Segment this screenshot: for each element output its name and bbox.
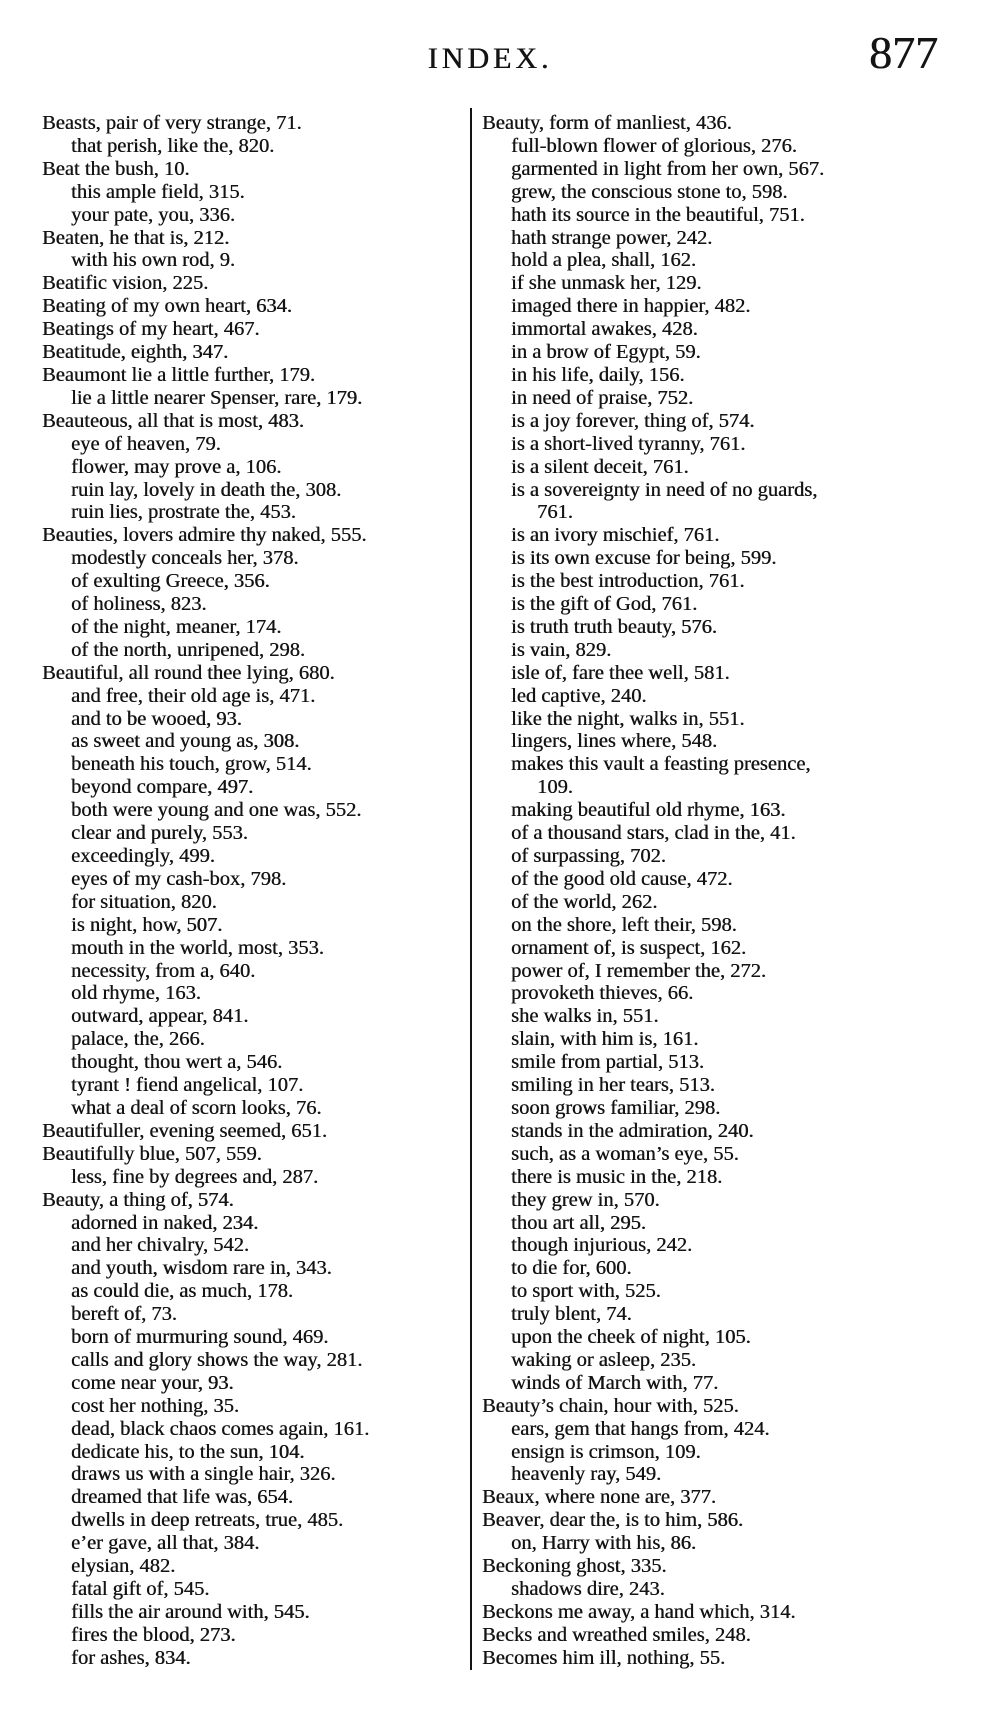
index-entry: Becks and wreathed smiles, 248. [482, 1623, 751, 1646]
index-entry: Beauty, form of manliest, 436. [482, 112, 732, 134]
index-entry: thou art all, 295. [511, 1211, 646, 1234]
index-entry: as could die, as much, 178. [71, 1280, 294, 1303]
index-entry: Beating of my own heart, 634. [42, 295, 292, 318]
index-entry: Beauty’s chain, hour with, 525. [482, 1394, 739, 1417]
index-entry: 109. [537, 776, 573, 799]
index-entry: garmented in light from her own, 567. [511, 157, 825, 180]
index-entry: what a deal of scorn looks, 76. [71, 1096, 322, 1119]
index-entry: on the shore, left their, 598. [511, 913, 737, 936]
index-entry: is the gift of God, 761. [511, 593, 698, 616]
index-entry: is truth truth beauty, 576. [511, 615, 717, 638]
index-entry: palace, the, 266. [71, 1028, 205, 1051]
index-entry: that perish, like the, 820. [71, 134, 275, 157]
page-title: INDEX. [427, 42, 553, 75]
index-entry: power of, I remember the, 272. [511, 959, 767, 982]
index-entry: ruin lies, prostrate the, 453. [71, 501, 296, 524]
index-entry: they grew in, 570. [511, 1188, 660, 1211]
index-entry: dedicate his, to the sun, 104. [71, 1440, 305, 1463]
index-entry: fills the air around with, 545. [71, 1600, 310, 1623]
index-entry: Beauteous, all that is most, 483. [42, 409, 304, 432]
index-entry: as sweet and young as, 308. [71, 730, 300, 753]
index-entry: there is music in the, 218. [511, 1165, 723, 1188]
index-entry: though injurious, 242. [511, 1234, 693, 1257]
index-entry: bereft of, 73. [71, 1303, 177, 1326]
index-entry: Beatitude, eighth, 347. [42, 341, 229, 364]
index-entry: Beauties, lovers admire thy naked, 555. [42, 524, 367, 547]
index-entry: provoketh thieves, 66. [511, 982, 694, 1005]
index-entry: heavenly ray, 549. [511, 1463, 662, 1486]
index-entry: slain, with him is, 161. [511, 1028, 699, 1051]
page-number: 877 [869, 27, 938, 78]
index-entry: ears, gem that hangs from, 424. [511, 1417, 770, 1440]
index-entry: and her chivalry, 542. [71, 1234, 249, 1257]
index-entry: is a short-lived tyranny, 761. [511, 432, 746, 455]
index-entry: less, fine by degrees and, 287. [71, 1165, 319, 1188]
index-entry: Beautifuller, evening seemed, 651. [42, 1119, 327, 1142]
index-entry: upon the cheek of night, 105. [511, 1326, 751, 1349]
index-entry: and free, their old age is, 471. [71, 684, 316, 707]
index-entry: ornament of, is suspect, 162. [511, 936, 747, 959]
index-entry: is a sovereignty in need of no guards, [511, 478, 818, 501]
index-entry: in a brow of Egypt, 59. [511, 341, 701, 364]
index-entry: to die for, 600. [511, 1257, 632, 1280]
index-entry: grew, the conscious stone to, 598. [511, 180, 788, 203]
index-entry: Beasts, pair of very strange, 71. [42, 112, 302, 134]
index-entry: lingers, lines where, 548. [511, 730, 718, 753]
index-entry: stands in the admiration, 240. [511, 1119, 754, 1142]
index-entry: if she unmask her, 129. [511, 272, 702, 295]
index-entry: Beautifully blue, 507, 559. [42, 1142, 262, 1165]
index-entry: Beaumont lie a little further, 179. [42, 363, 316, 386]
index-entry: dead, black chaos comes again, 161. [71, 1417, 370, 1440]
index-entry: necessity, from a, 640. [71, 959, 256, 982]
index-entry: for situation, 820. [71, 890, 217, 913]
index-entry: Beatific vision, 225. [42, 272, 209, 295]
index-entry: exceedingly, 499. [71, 845, 215, 867]
index-entry: like the night, walks in, 551. [511, 707, 745, 730]
index-entry: clear and purely, 553. [71, 822, 248, 845]
index-entry: elysian, 482. [71, 1555, 176, 1578]
index-entry: flower, may prove a, 106. [71, 455, 282, 478]
index-entry: beneath his touch, grow, 514. [71, 753, 312, 776]
index-entry: Beaver, dear the, is to him, 586. [482, 1509, 744, 1532]
index-entry: truly blent, 74. [511, 1303, 632, 1326]
index-entry: she walks in, 551. [511, 1005, 659, 1028]
index-entry: Beatings of my heart, 467. [42, 318, 260, 341]
index-entry: is night, how, 507. [71, 913, 223, 936]
index-entry: of a thousand stars, clad in the, 41. [511, 822, 796, 845]
index-entry: beyond compare, 497. [71, 776, 254, 799]
index-entry: tyrant ! fiend angelical, 107. [71, 1074, 304, 1097]
index-entry: full-blown flower of glorious, 276. [511, 134, 797, 157]
index-entry: Beaux, where none are, 377. [482, 1486, 716, 1509]
index-entry: and to be wooed, 93. [71, 707, 242, 730]
index-entry: smile from partial, 513. [511, 1051, 704, 1074]
index-entry: of the north, unripened, 298. [71, 638, 305, 661]
index-entry: fires the blood, 273. [71, 1623, 236, 1646]
index-entry: Becomes him ill, nothing, 55. [482, 1646, 726, 1669]
index-entry: waking or asleep, 235. [511, 1348, 697, 1371]
index-entry: outward, appear, 841. [71, 1005, 249, 1028]
index-body [0, 112, 1000, 1670]
index-entry: of exulting Greece, 356. [71, 570, 270, 593]
index-entry: immortal awakes, 428. [511, 318, 698, 341]
index-entry: on, Harry with his, 86. [511, 1532, 697, 1555]
index-entry: is vain, 829. [511, 638, 612, 661]
index-entry: hath its source in the beautiful, 751. [511, 203, 805, 226]
index-entry: in his life, daily, 156. [511, 363, 685, 386]
index-entry: born of murmuring sound, 469. [71, 1326, 329, 1349]
index-entry: old rhyme, 163. [71, 982, 201, 1005]
index-entry: is an ivory mischief, 761. [511, 524, 720, 547]
index-entry: ruin lay, lovely in death the, 308. [71, 478, 342, 501]
index-entry: hath strange power, 242. [511, 226, 713, 249]
index-entry: is a silent deceit, 761. [511, 455, 689, 478]
index-entry: e’er gave, all that, 384. [71, 1532, 260, 1555]
index-entry: of holiness, 823. [71, 593, 207, 616]
page-header [0, 0, 1000, 79]
index-entry: Beaten, he that is, 212. [42, 226, 230, 249]
index-entry: mouth in the world, most, 353. [71, 936, 324, 959]
index-entry: isle of, fare thee well, 581. [511, 661, 730, 684]
index-entry: and youth, wisdom rare in, 343. [71, 1257, 332, 1280]
index-entry: eye of heaven, 79. [71, 432, 221, 455]
index-entry: 761. [537, 501, 573, 524]
index-entry: makes this vault a feasting presence, [511, 753, 811, 776]
index-entry: modestly conceals her, 378. [71, 547, 299, 570]
index-column-left [42, 112, 470, 1670]
index-entry: dreamed that life was, 654. [71, 1486, 294, 1509]
index-entry: adorned in naked, 234. [71, 1211, 259, 1234]
index-entry: led captive, 240. [511, 684, 647, 707]
index-entry: dwells in deep retreats, true, 485. [71, 1509, 344, 1532]
index-entry: this ample field, 315. [71, 180, 245, 203]
index-entry: hold a plea, shall, 162. [511, 249, 697, 272]
index-entry: your pate, you, 336. [71, 203, 235, 226]
index-entry: Beckons me away, a hand which, 314. [482, 1600, 796, 1623]
index-entry: of surpassing, 702. [511, 845, 666, 867]
index-entry: is a joy forever, thing of, 574. [511, 409, 755, 432]
index-entry: of the night, meaner, 174. [71, 615, 282, 638]
index-entry: eyes of my cash-box, 798. [71, 867, 287, 890]
index-entry: Beauty, a thing of, 574. [42, 1188, 234, 1211]
index-entry: of the good old cause, 472. [511, 867, 733, 890]
index-entry: Beat the bush, 10. [42, 157, 190, 180]
index-entry: to sport with, 525. [511, 1280, 661, 1303]
index-entry: making beautiful old rhyme, 163. [511, 799, 786, 822]
index-entry: shadows dire, 243. [511, 1578, 665, 1600]
index-entry: ensign is crimson, 109. [511, 1440, 701, 1463]
index-entry: fatal gift of, 545. [71, 1578, 210, 1600]
index-entry: Beautiful, all round thee lying, 680. [42, 661, 335, 684]
index-entry: winds of March with, 77. [511, 1371, 719, 1394]
index-entry: Beckoning ghost, 335. [482, 1555, 667, 1578]
index-entry: lie a little nearer Spenser, rare, 179. [71, 386, 363, 409]
index-entry: imaged there in happier, 482. [511, 295, 751, 318]
index-entry: is the best introduction, 761. [511, 570, 745, 593]
index-entry: is its own excuse for being, 599. [511, 547, 777, 570]
index-entry: soon grows familiar, 298. [511, 1096, 721, 1119]
index-entry: with his own rod, 9. [71, 249, 235, 272]
index-entry: thought, thou wert a, 546. [71, 1051, 283, 1074]
index-entry: for ashes, 834. [71, 1646, 191, 1669]
index-entry: cost her nothing, 35. [71, 1394, 239, 1417]
index-entry: draws us with a single hair, 326. [71, 1463, 336, 1486]
index-entry: such, as a woman’s eye, 55. [511, 1142, 739, 1165]
index-entry: in need of praise, 752. [511, 386, 694, 409]
index-entry: calls and glory shows the way, 281. [71, 1348, 363, 1371]
index-entry: both were young and one was, 552. [71, 799, 362, 822]
index-entry: smiling in her tears, 513. [511, 1074, 715, 1097]
index-entry: come near your, 93. [71, 1371, 234, 1394]
index-entry: of the world, 262. [511, 890, 658, 913]
index-column-right [472, 112, 940, 1670]
